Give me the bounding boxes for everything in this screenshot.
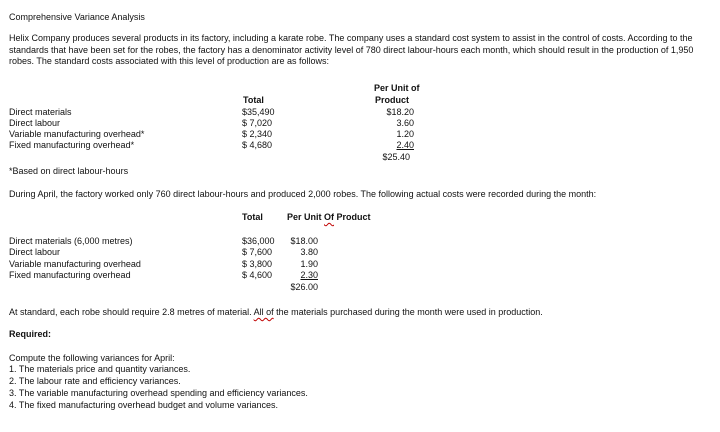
std-row-label: Direct materials <box>9 107 72 117</box>
std-row-total: $ 2,340 <box>242 129 273 139</box>
required-label: Required: <box>9 329 52 339</box>
std-row-label: Direct labour <box>9 118 61 128</box>
std-sum-per-unit: $25.40 <box>382 152 410 162</box>
actual-row-per-unit: 3.80 <box>300 247 318 257</box>
actual-row-total: $ 4,600 <box>242 270 273 280</box>
task-item: 4. The fixed manufacturing overhead budget and volume variances. <box>9 400 279 410</box>
std-row-total: $ 4,680 <box>242 140 273 150</box>
std-row-per-unit: 2.40 <box>396 140 414 150</box>
std-row-label: Variable manufacturing overhead* <box>9 129 145 139</box>
compute-label: Compute the following variances for April: <box>9 353 175 363</box>
actual-row-per-unit: 1.90 <box>300 259 318 269</box>
task-item: 1. The materials price and quantity variances. <box>9 364 191 374</box>
actual-row-total: $ 3,800 <box>242 259 273 269</box>
std-row-per-unit: 3.60 <box>396 118 414 128</box>
actual-row-label: Direct labour <box>9 247 61 257</box>
april-paragraph: During April, the factory worked only 760 direct labour-hours and produced 2,000 robes. The following actual costs were recorded during the month: <box>9 189 597 199</box>
std-header-per-unit-2: Product <box>375 95 410 105</box>
actual-row-total: $ 7,600 <box>242 247 273 257</box>
actual-row-label: Direct materials (6,000 metres) <box>9 236 133 246</box>
std-row-total: $35,490 <box>242 107 275 117</box>
standard-note: At standard, each robe should require 2.8 metres of material. All of the materials purchased during the month were used in production. <box>9 307 543 317</box>
std-row-label: Fixed manufacturing overhead* <box>9 140 135 150</box>
task-item: 2. The labour rate and efficiency variances. <box>9 376 181 386</box>
actual-sum-per-unit: $26.00 <box>290 282 318 292</box>
actual-row-per-unit: 2.30 <box>300 270 318 280</box>
std-row-per-unit: $18.20 <box>386 107 414 117</box>
actual-row-per-unit: $18.00 <box>290 236 318 246</box>
actual-row-total: $36,000 <box>242 236 275 246</box>
actual-row-label: Variable manufacturing overhead <box>9 259 141 269</box>
std-row-total: $ 7,020 <box>242 118 273 128</box>
std-row-per-unit: 1.20 <box>396 129 414 139</box>
footnote: *Based on direct labour-hours <box>9 166 129 176</box>
intro-paragraph: Helix Company produces several products in its factory, including a karate robe. The company uses a standard cost system to assist in the control of costs. According to the standards that have been set for the robes, the factory has a denominator activity level of 780 direct labour-hours each month, which should result in the production of 1,950 robes. The standard costs associated with this level of production are as follows: <box>9 33 694 66</box>
actual-header-per-unit: Per Unit Of Product <box>287 212 371 222</box>
page-title: Comprehensive Variance Analysis <box>9 12 145 22</box>
std-header-per-unit-1: Per Unit of <box>374 83 420 93</box>
std-header-total: Total <box>243 95 264 105</box>
actual-header-total: Total <box>242 212 263 222</box>
task-item: 3. The variable manufacturing overhead spending and efficiency variances. <box>9 388 308 398</box>
actual-row-label: Fixed manufacturing overhead <box>9 270 131 280</box>
